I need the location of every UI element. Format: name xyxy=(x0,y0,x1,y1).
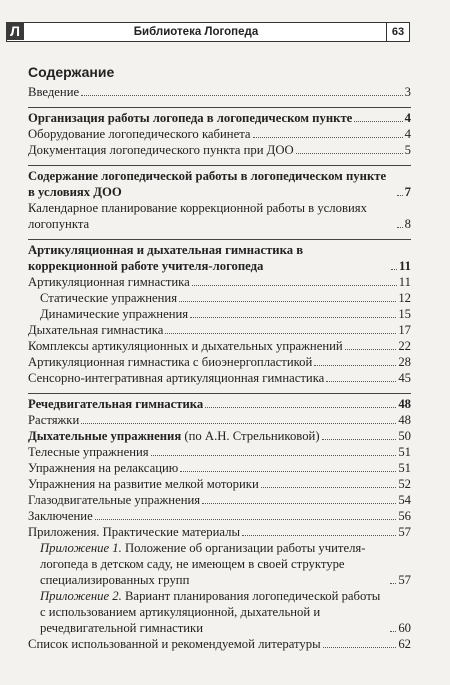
entry-page: 3 xyxy=(404,85,411,99)
entry-title: Приложения. Практические материалы xyxy=(28,525,240,539)
leader-dots xyxy=(323,647,397,648)
appendix-title: Вариант планирования логопедической работы с использованием артикуляционной, дыхательной и речедвигательной гимнастики xyxy=(40,589,381,635)
entry-title: Упражнения на релаксацию xyxy=(28,461,179,475)
toc-entry xyxy=(28,126,411,142)
leader-dots xyxy=(165,333,396,334)
toc-entry xyxy=(28,492,411,508)
running-header xyxy=(6,22,410,42)
leader-dots xyxy=(192,285,397,286)
toc-entry xyxy=(28,242,411,274)
entry-title: Документация логопедического пункта при ДОО xyxy=(28,143,294,157)
entry-page: 11 xyxy=(398,275,411,289)
appendix-label: Приложение 1. xyxy=(40,541,122,555)
toc-entry xyxy=(28,200,411,232)
table-of-contents xyxy=(28,84,411,652)
toc-entry xyxy=(28,412,411,428)
appendix-title: Положение об организации работы учителя-логопеда в детском саду, не имеющем в своей структуре специализированных групп xyxy=(40,541,366,587)
leader-dots xyxy=(151,455,397,456)
leader-dots xyxy=(242,535,396,536)
leader-dots xyxy=(296,153,403,154)
toc-entry xyxy=(28,354,411,370)
entry-page: 17 xyxy=(398,323,411,337)
leader-dots xyxy=(261,487,397,488)
entry-page: 15 xyxy=(398,307,411,321)
leader-dots xyxy=(253,137,403,138)
entry-title: Список использованной и рекомендуемой литературы xyxy=(28,637,321,651)
entry-page: 4 xyxy=(404,111,411,125)
toc-entry xyxy=(28,428,411,444)
entry-title xyxy=(28,428,320,444)
toc-entry xyxy=(28,444,411,460)
entry-title: Оборудование логопедического кабинета xyxy=(28,127,251,141)
toc-entry xyxy=(28,306,411,322)
entry-title: Содержание логопедической работы в логопедическом пункте в условиях ДОО xyxy=(28,169,387,199)
leader-dots xyxy=(190,317,396,318)
leader-dots xyxy=(391,269,397,270)
entry-title: Статические упражнения xyxy=(40,291,178,305)
toc-entry xyxy=(28,540,411,588)
toc-section xyxy=(28,84,411,100)
entry-title: Артикуляционная и дыхательная гимнастика в коррекционной работе учителя-логопеда xyxy=(28,243,304,273)
toc-entry xyxy=(28,338,411,354)
leader-dots xyxy=(205,407,396,408)
entry-page: 48 xyxy=(398,413,411,427)
entry-page: 12 xyxy=(398,291,411,305)
entry-title: Дыхательная гимнастика xyxy=(28,323,164,337)
entry-page: 50 xyxy=(398,429,411,443)
entry-page: 5 xyxy=(404,143,411,157)
toc-entry xyxy=(28,588,411,636)
leader-dots xyxy=(179,301,396,302)
entry-page: 11 xyxy=(399,259,411,273)
entry-page: 54 xyxy=(398,493,411,507)
entry-title: Глазодвигательные упражнения xyxy=(28,493,201,507)
toc-entry xyxy=(28,274,411,290)
entry-page: 52 xyxy=(398,477,411,491)
leader-dots xyxy=(314,365,396,366)
toc-entry xyxy=(28,142,411,158)
leader-dots xyxy=(81,423,396,424)
entry-title: Артикуляционная гимнастика с биоэнергопластикой xyxy=(28,355,313,369)
entry-page: 4 xyxy=(404,127,411,141)
entry-page: 45 xyxy=(398,371,411,385)
entry-title: Заключение xyxy=(28,509,93,523)
entry-page: 7 xyxy=(404,185,411,199)
entry-title: Телесные упражнения xyxy=(28,445,149,459)
toc-entry xyxy=(28,524,411,540)
leader-dots xyxy=(345,349,397,350)
entry-page: 56 xyxy=(398,509,411,523)
entry-title-bold: Дыхательные упражнения xyxy=(28,429,182,443)
toc-entry xyxy=(28,290,411,306)
entry-title: Комплексы артикуляционных и дыхательных упражнений xyxy=(28,339,343,353)
entry-page: 48 xyxy=(398,397,411,411)
entry-page: 60 xyxy=(398,621,411,635)
header-title: Библиотека Логопеда xyxy=(133,26,259,38)
entry-title: Сенсорно-интегративная артикуляционная гимнастика xyxy=(28,371,325,385)
toc-title: Содержание xyxy=(28,64,115,80)
toc-entry xyxy=(28,636,411,652)
leader-dots xyxy=(397,227,403,228)
toc-entry xyxy=(28,322,411,338)
leader-dots xyxy=(95,519,397,520)
toc-entry xyxy=(28,396,411,412)
leader-dots xyxy=(202,503,396,504)
entry-page: 22 xyxy=(398,339,411,353)
toc-entry xyxy=(28,508,411,524)
entry-page: 57 xyxy=(398,525,411,539)
toc-entry xyxy=(28,476,411,492)
leader-dots xyxy=(322,439,397,440)
appendix-label: Приложение 2. xyxy=(40,589,122,603)
leader-dots xyxy=(354,121,402,122)
page-number: 63 xyxy=(386,23,409,41)
entry-title: Введение xyxy=(28,85,80,99)
entry-title: Календарное планирование коррекционной работы в условиях логопункта xyxy=(28,201,367,231)
toc-section xyxy=(28,239,411,386)
entry-page: 57 xyxy=(398,573,411,587)
toc-entry xyxy=(28,84,411,100)
toc-section xyxy=(28,107,411,158)
entry-title: Речедвигательная гимнастика xyxy=(28,397,204,411)
entry-page: 28 xyxy=(398,355,411,369)
entry-title xyxy=(40,588,388,636)
entry-page: 51 xyxy=(398,445,411,459)
toc-entry xyxy=(28,168,411,200)
library-logo: Л xyxy=(6,22,24,40)
leader-dots xyxy=(180,471,396,472)
leader-dots xyxy=(326,381,396,382)
entry-title: Растяжки xyxy=(28,413,80,427)
entry-title: Динамические упражнения xyxy=(40,307,189,321)
entry-page: 51 xyxy=(398,461,411,475)
entry-title: Упражнения на развитие мелкой моторики xyxy=(28,477,259,491)
toc-entry xyxy=(28,460,411,476)
entry-page: 62 xyxy=(398,637,411,651)
toc-section xyxy=(28,393,411,652)
toc-entry xyxy=(28,370,411,386)
leader-dots xyxy=(81,95,403,96)
entry-title-rest: (по А.Н. Стрельниковой) xyxy=(181,429,320,443)
leader-dots xyxy=(390,631,396,632)
entry-title: Организация работы логопеда в логопедическом пункте xyxy=(28,111,353,125)
entry-page: 8 xyxy=(404,217,411,231)
toc-section xyxy=(28,165,411,232)
leader-dots xyxy=(397,195,403,196)
entry-title xyxy=(40,540,388,588)
entry-title: Артикуляционная гимнастика xyxy=(28,275,190,289)
toc-entry xyxy=(28,110,411,126)
leader-dots xyxy=(390,583,396,584)
